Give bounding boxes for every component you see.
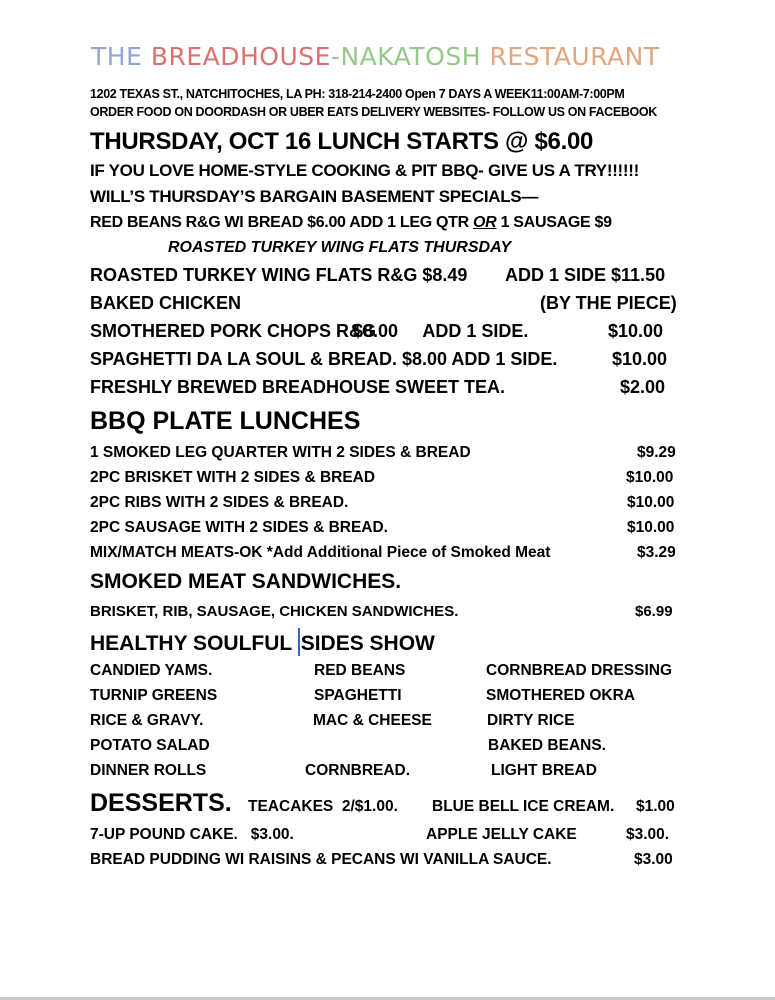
tagline: IF YOU LOVE HOME-STYLE COOKING & PIT BBQ- GIVE US A TRY!!!!!! [90,161,640,180]
dessert-price: $3.00. [626,826,670,843]
special-item-name: BAKED CHICKEN [90,293,242,313]
side-item: SPAGHETTI [314,687,402,704]
sides-heading-part1: HEALTHY SOULFUL [90,632,298,655]
dessert-ice-cream: BLUE BELL ICE CREAM. [432,798,615,815]
bbq-item-price: $9.29 [637,444,676,461]
side-item: LIGHT BREAD [491,762,597,779]
special-item-name: ROASTED TURKEY WING FLATS R&G $8.49 [90,265,468,285]
side-item: RED BEANS [314,662,406,679]
special-item-name: SPAGHETTI DA LA SOUL & BREAD. $8.00 ADD 1 SIDE. [90,349,558,369]
sides-heading-part2: SIDES SHOW [300,632,435,655]
side-item: DINNER ROLLS [90,762,207,779]
special-item-price: (BY THE PIECE) [540,293,677,313]
bbq-item-name: 1 SMOKED LEG QUARTER WITH 2 SIDES & BREAD [90,444,471,461]
bbq-item-name: MIX/MATCH MEATS-OK *Add Additional Piece of Smoked Meat [90,544,551,561]
bbq-heading: BBQ PLATE LUNCHES [90,407,361,435]
bbq-item-price: $3.29 [637,544,676,561]
sides-heading [90,628,435,656]
order-line: ORDER FOOD ON DOORDASH OR UBER EATS DELIVERY WEBSITES- FOLLOW US ON FACEBOOK [90,105,657,119]
special-item-price: $2.00 [620,377,666,397]
side-item: TURNIP GREENS [90,687,218,704]
bbq-item-name: 2PC SAUSAGE WITH 2 SIDES & BREAD. [90,519,388,536]
title-part-restaurant: RESTAURANT [489,42,660,71]
sandwich-item-price: $6.99 [635,603,673,620]
dessert-teacakes: TEACAKES 2/$1.00. [248,798,398,815]
bbq-item-name: 2PC BRISKET WITH 2 SIDES & BREAD [90,469,376,486]
side-item: DIRTY RICE [487,712,575,729]
title-part-breadhouse: BREADHOUSE [150,42,331,71]
bbq-item-price: $10.00 [627,519,675,536]
dessert-apple-jelly-cake: APPLE JELLY CAKE [426,826,577,843]
red-beans-special [90,214,612,232]
sandwiches-heading: SMOKED MEAT SANDWICHES. [90,570,402,593]
side-item: BAKED BEANS. [488,737,606,754]
title-part-nakatosh: -NAKATOSH [330,42,490,71]
side-item: RICE & GRAVY. [90,712,204,729]
dessert-bread-pudding: BREAD PUDDING WI RAISINS & PECANS WI VANILLA SAUCE. [90,851,552,868]
special-item-addon: $8.00 ADD 1 SIDE. [353,321,529,341]
special-item-price: $10.00 [608,321,664,341]
side-item: CORNBREAD. [305,762,411,779]
text-cursor [298,628,300,656]
red-beans-left: RED BEANS R&G WI BREAD $6.00 ADD 1 LEG QTR [90,214,474,231]
desserts-heading: DESSERTS. [90,789,232,817]
bbq-item-price: $10.00 [627,494,675,511]
specials-heading: WILL’S THURSDAY’S BARGAIN BASEMENT SPECIALS— [90,187,539,206]
side-item: CANDIED YAMS. [90,662,213,679]
bbq-item-price: $10.00 [626,469,674,486]
special-item-price: $10.00 [612,349,668,369]
dessert-price: $3.00 [634,851,673,868]
or-text: OR [473,214,497,231]
side-item: MAC & CHEESE [313,712,432,729]
address-line: 1202 TEXAS ST., NATCHITOCHES, LA PH: 318-214-2400 Open 7 DAYS A WEEK11:00AM-7:00PM [90,87,625,101]
bbq-item-name: 2PC RIBS WITH 2 SIDES & BREAD. [90,494,349,511]
side-item: POTATO SALAD [90,737,210,754]
red-beans-right: 1 SAUSAGE $9 [496,214,612,231]
sandwich-item-name: BRISKET, RIB, SAUSAGE, CHICKEN SANDWICHES. [90,603,459,620]
side-item: SMOTHERED OKRA [486,687,635,704]
headline: THURSDAY, OCT 16 LUNCH STARTS @ $6.00 [90,128,594,155]
special-item-addon: ADD 1 SIDE $11.50 [505,265,666,285]
feature-note: ROASTED TURKEY WING FLATS THURSDAY [168,239,512,256]
side-item: CORNBREAD DRESSING [486,662,673,679]
special-item-name: FRESHLY BREWED BREADHOUSE SWEET TEA. [90,377,506,397]
special-item-name: SMOTHERED PORK CHOPS R&G [90,321,377,341]
title-part-the: THE [91,42,151,71]
restaurant-title [91,42,660,71]
dessert-price: $1.00 [636,798,675,815]
dessert-pound-cake: 7-UP POUND CAKE. $3.00. [90,826,294,843]
